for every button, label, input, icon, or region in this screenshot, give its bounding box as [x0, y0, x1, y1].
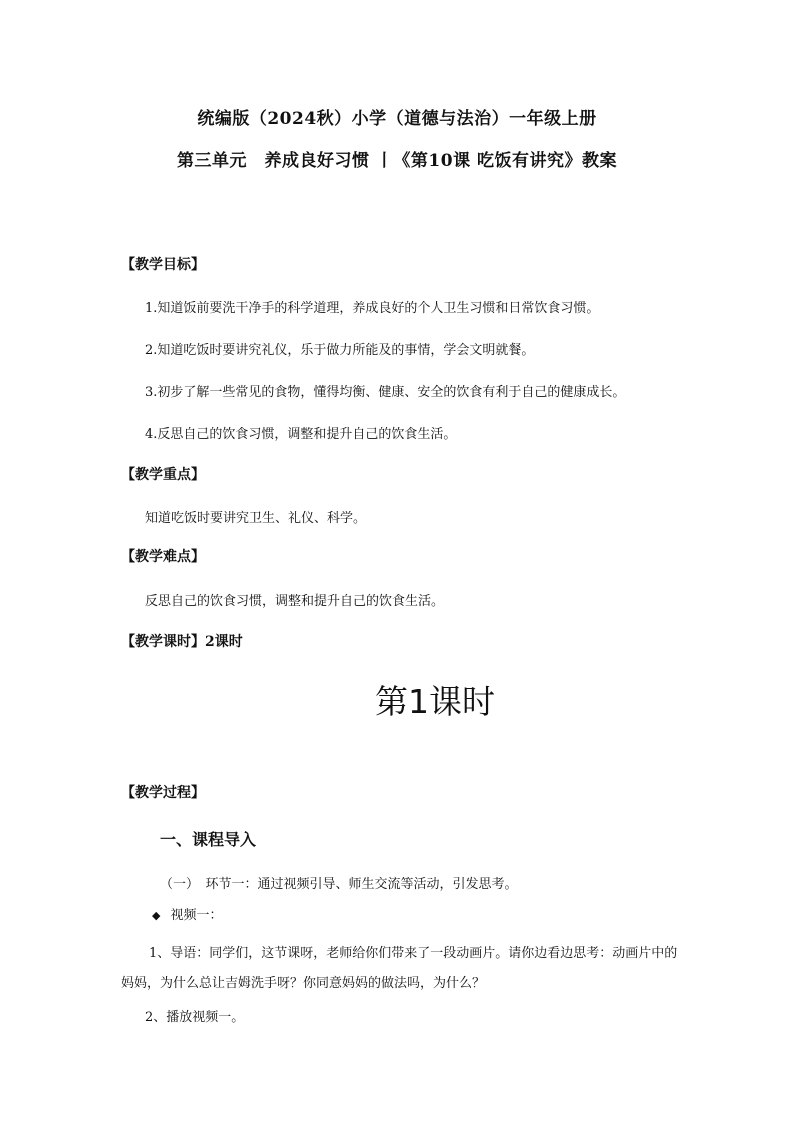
diamond-bullet-icon: ◆: [152, 909, 161, 922]
video-line: [152, 904, 222, 923]
objective-item: 2.知道吃饭时要讲究礼仪，乐于做力所能及的事情，学会文明就餐。: [145, 343, 535, 358]
play-video-text: 2、播放视频一。: [145, 1010, 245, 1025]
intro-paragraph: 1、导语：同学们，这节课呀，老师给你们带来了一段动画片。请你边看边思考：动画片中的妈妈，为什么总让吉姆洗手呀？你同意妈妈的做法吗，为什么？: [121, 946, 678, 991]
key-points-heading: 【教学重点】: [121, 467, 205, 483]
objective-item: 4.反思自己的饮食习惯，调整和提升自己的饮食生活。: [145, 427, 457, 442]
step-text: （一） 环节一：通过视频引导、师生交流等活动，引发思考。: [160, 877, 518, 892]
objectives-heading: 【教学目标】: [121, 257, 205, 273]
objective-item: 1.知道饭前要洗干净手的科学道理，养成良好的个人卫生习惯和日常饮食习惯。: [145, 301, 600, 316]
difficulties-heading: 【教学难点】: [121, 549, 205, 565]
document-title: 统编版（2024秋）小学（道德与法治）一年级上册: [197, 109, 597, 129]
key-points-text: 知道吃饭时要讲究卫生、礼仪、科学。: [145, 511, 367, 526]
objective-item: 3.初步了解一些常见的食物，懂得均衡、健康、安全的饮食有利于自己的健康成长。: [145, 385, 626, 400]
class-hours: 【教学课时】2课时: [121, 634, 243, 650]
process-heading: 【教学过程】: [121, 785, 205, 801]
section-heading: 一、课程导入: [160, 830, 257, 849]
difficulties-text: 反思自己的饮食习惯，调整和提升自己的饮食生活。: [145, 594, 445, 609]
lesson-title: 第1课时: [375, 682, 495, 721]
document-subtitle: 第三单元 养成良好习惯 丨《第10课 吃饭有讲究》教案: [177, 151, 617, 171]
video-label: 视频一：: [170, 908, 223, 923]
